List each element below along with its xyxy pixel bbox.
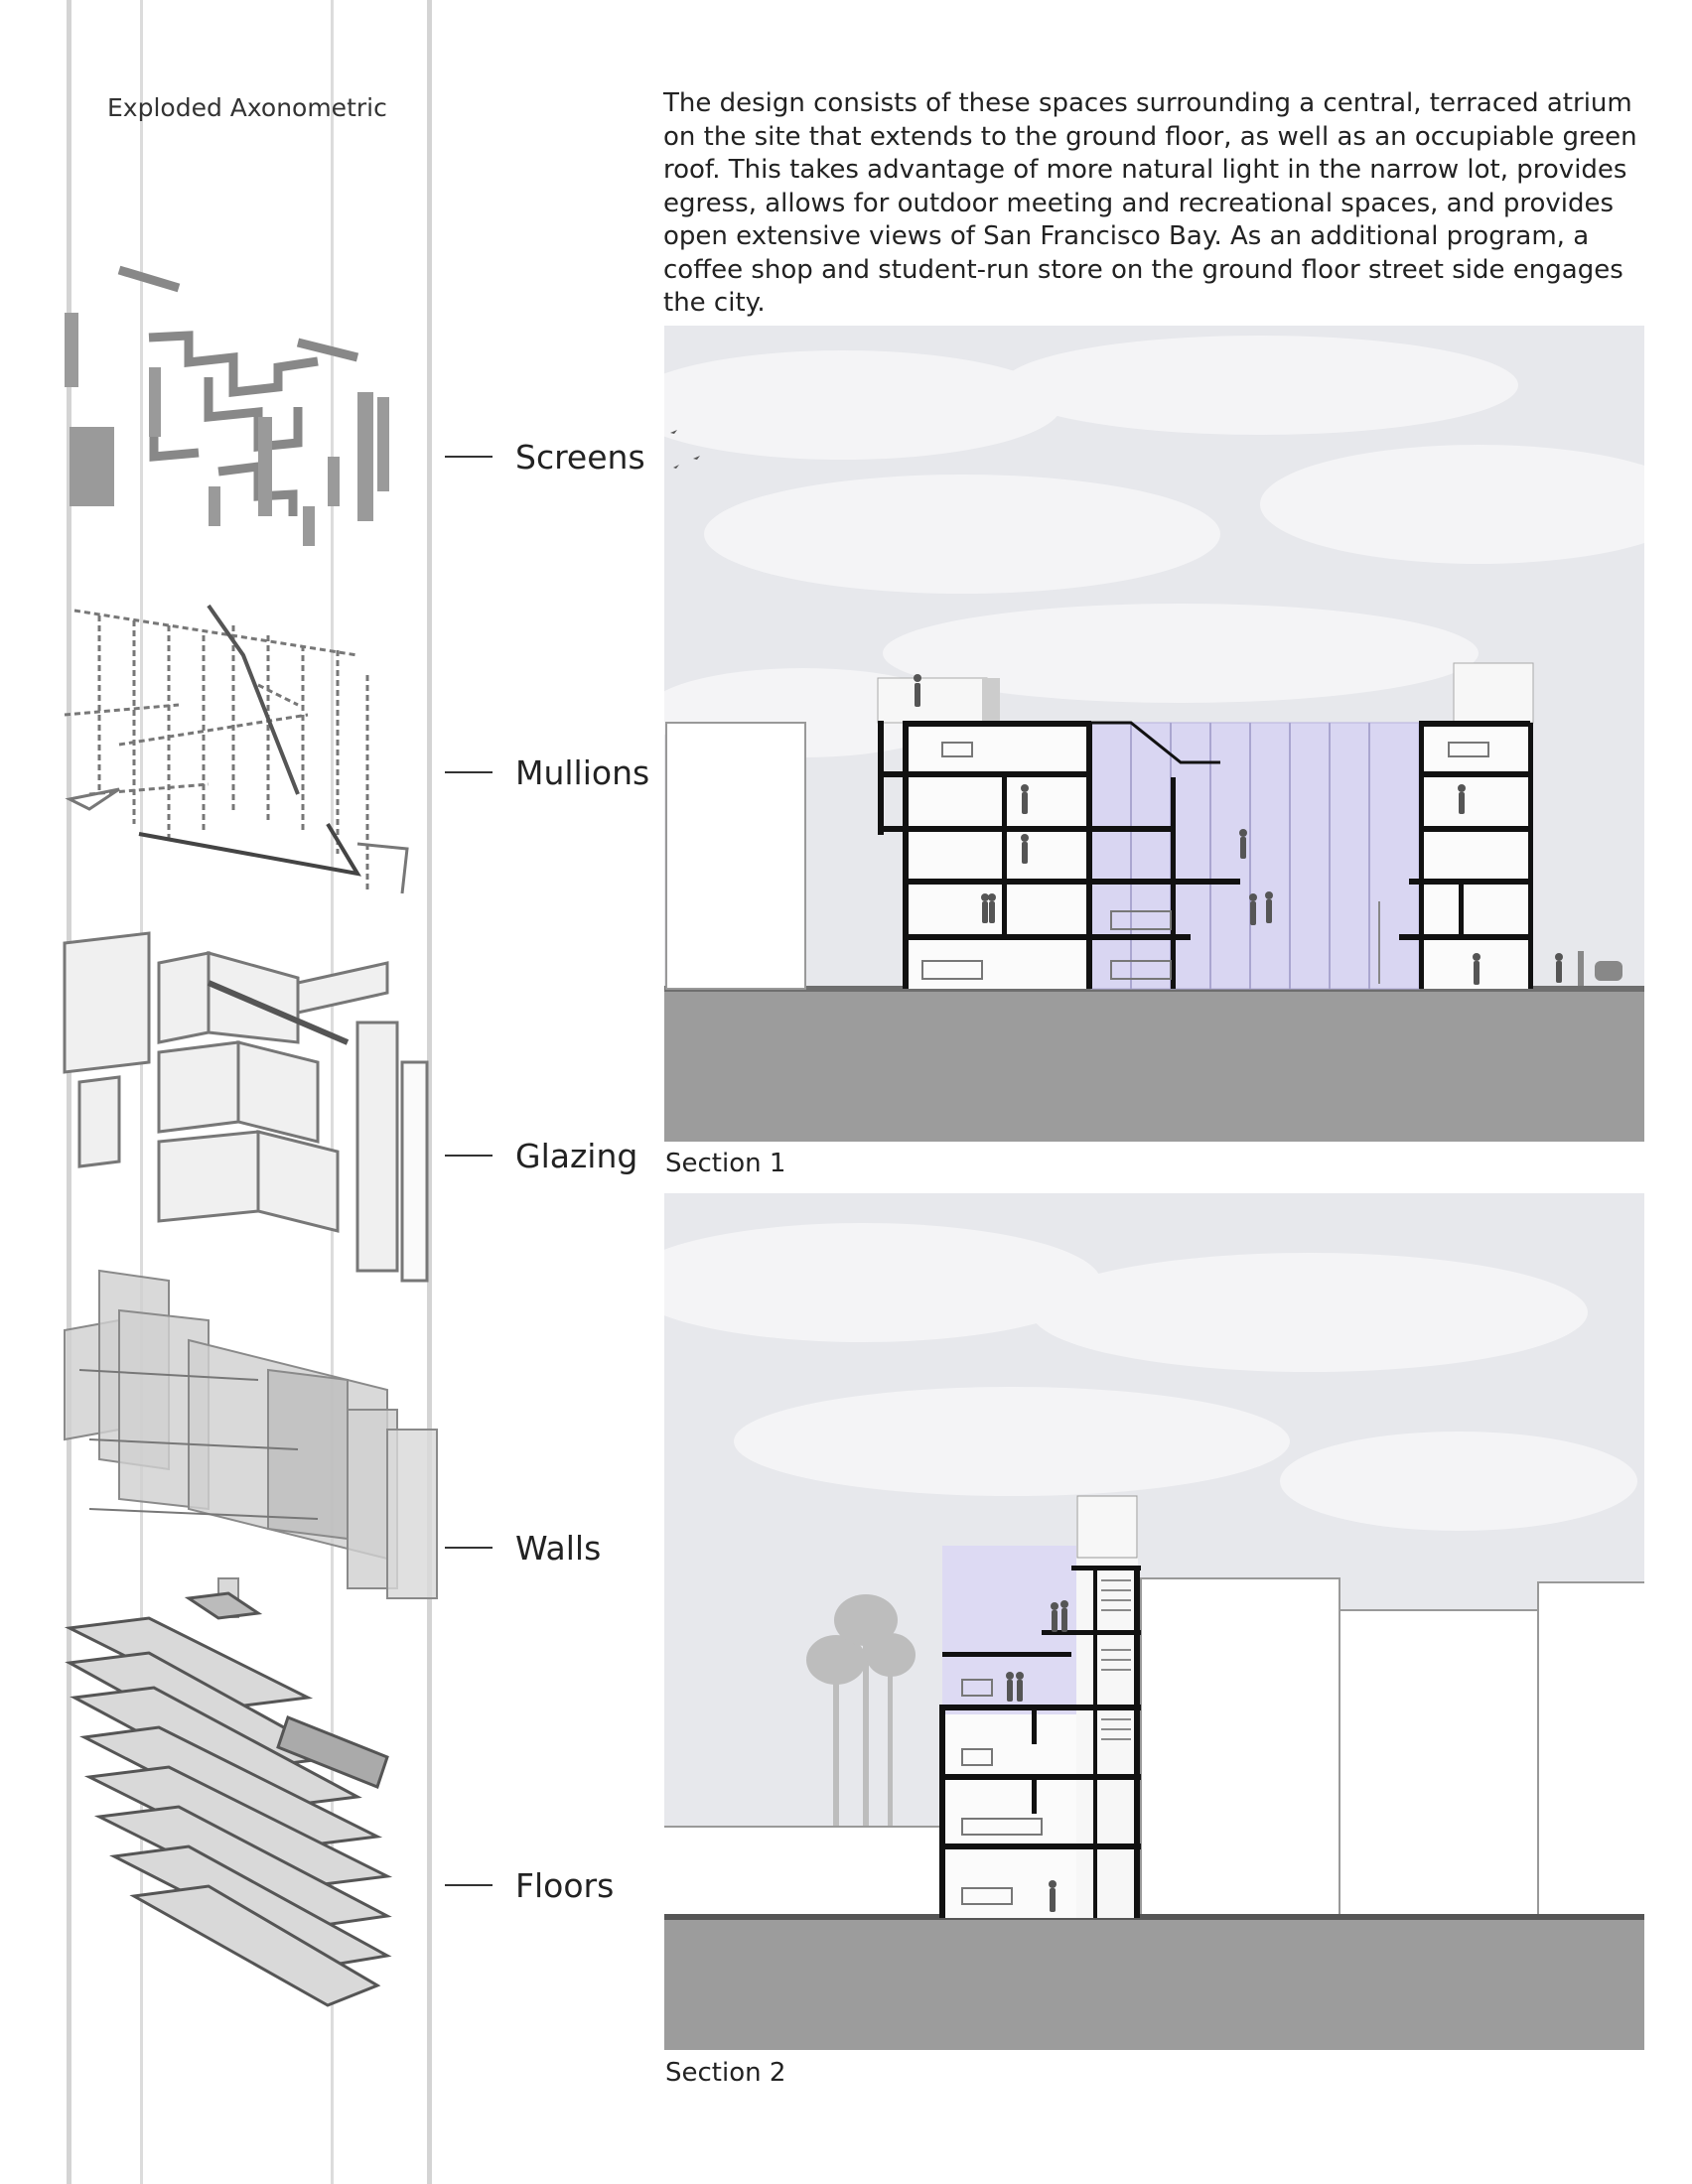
ground <box>664 991 1644 1142</box>
section-1-drawing <box>664 326 1644 1142</box>
leader-line <box>445 771 493 773</box>
axo-walls-drawing <box>60 1261 447 1618</box>
axo-glazing-drawing <box>60 923 447 1291</box>
description-text: The design consists of these spaces surrounding a central, terraced atrium on the site that extends to the ground floor, as well as an occupiable green roof. This takes advantage of more natural light in the narrow lot, provides egress, allows for outdoor meeting and recreational spaces, and provides open extensive views of San Francisco Bay. As an additional program, a coffee shop and student-run store on the ground floor street side engages the city. <box>663 88 1637 318</box>
axo-floors-drawing <box>60 1588 447 2015</box>
layer-label-text: Walls <box>515 1528 602 1568</box>
layer-label-walls <box>445 1528 601 1568</box>
layer-label-text: Screens <box>515 437 645 477</box>
axonometric-title: Exploded Axonometric <box>107 93 387 122</box>
section-2-caption: Section 2 <box>665 2058 786 2088</box>
layer-label-floors <box>445 1865 614 1905</box>
section-1-caption: Section 1 <box>665 1149 786 1178</box>
leader-line <box>445 1547 493 1549</box>
layer-label-text: Floors <box>515 1865 615 1905</box>
layer-label-text: Glazing <box>515 1136 638 1175</box>
leader-line <box>445 456 493 458</box>
section-2-drawing <box>664 1193 1644 2050</box>
axo-mullions-drawing <box>60 596 447 913</box>
leader-line <box>445 1884 493 1886</box>
axo-screens-drawing <box>60 258 447 556</box>
layer-label-text: Mullions <box>515 752 650 792</box>
layer-label-mullions <box>445 752 649 792</box>
layer-label-screens <box>445 437 645 477</box>
layer-label-glazing <box>445 1136 637 1175</box>
leader-line <box>445 1155 493 1157</box>
ground <box>664 1918 1644 2050</box>
